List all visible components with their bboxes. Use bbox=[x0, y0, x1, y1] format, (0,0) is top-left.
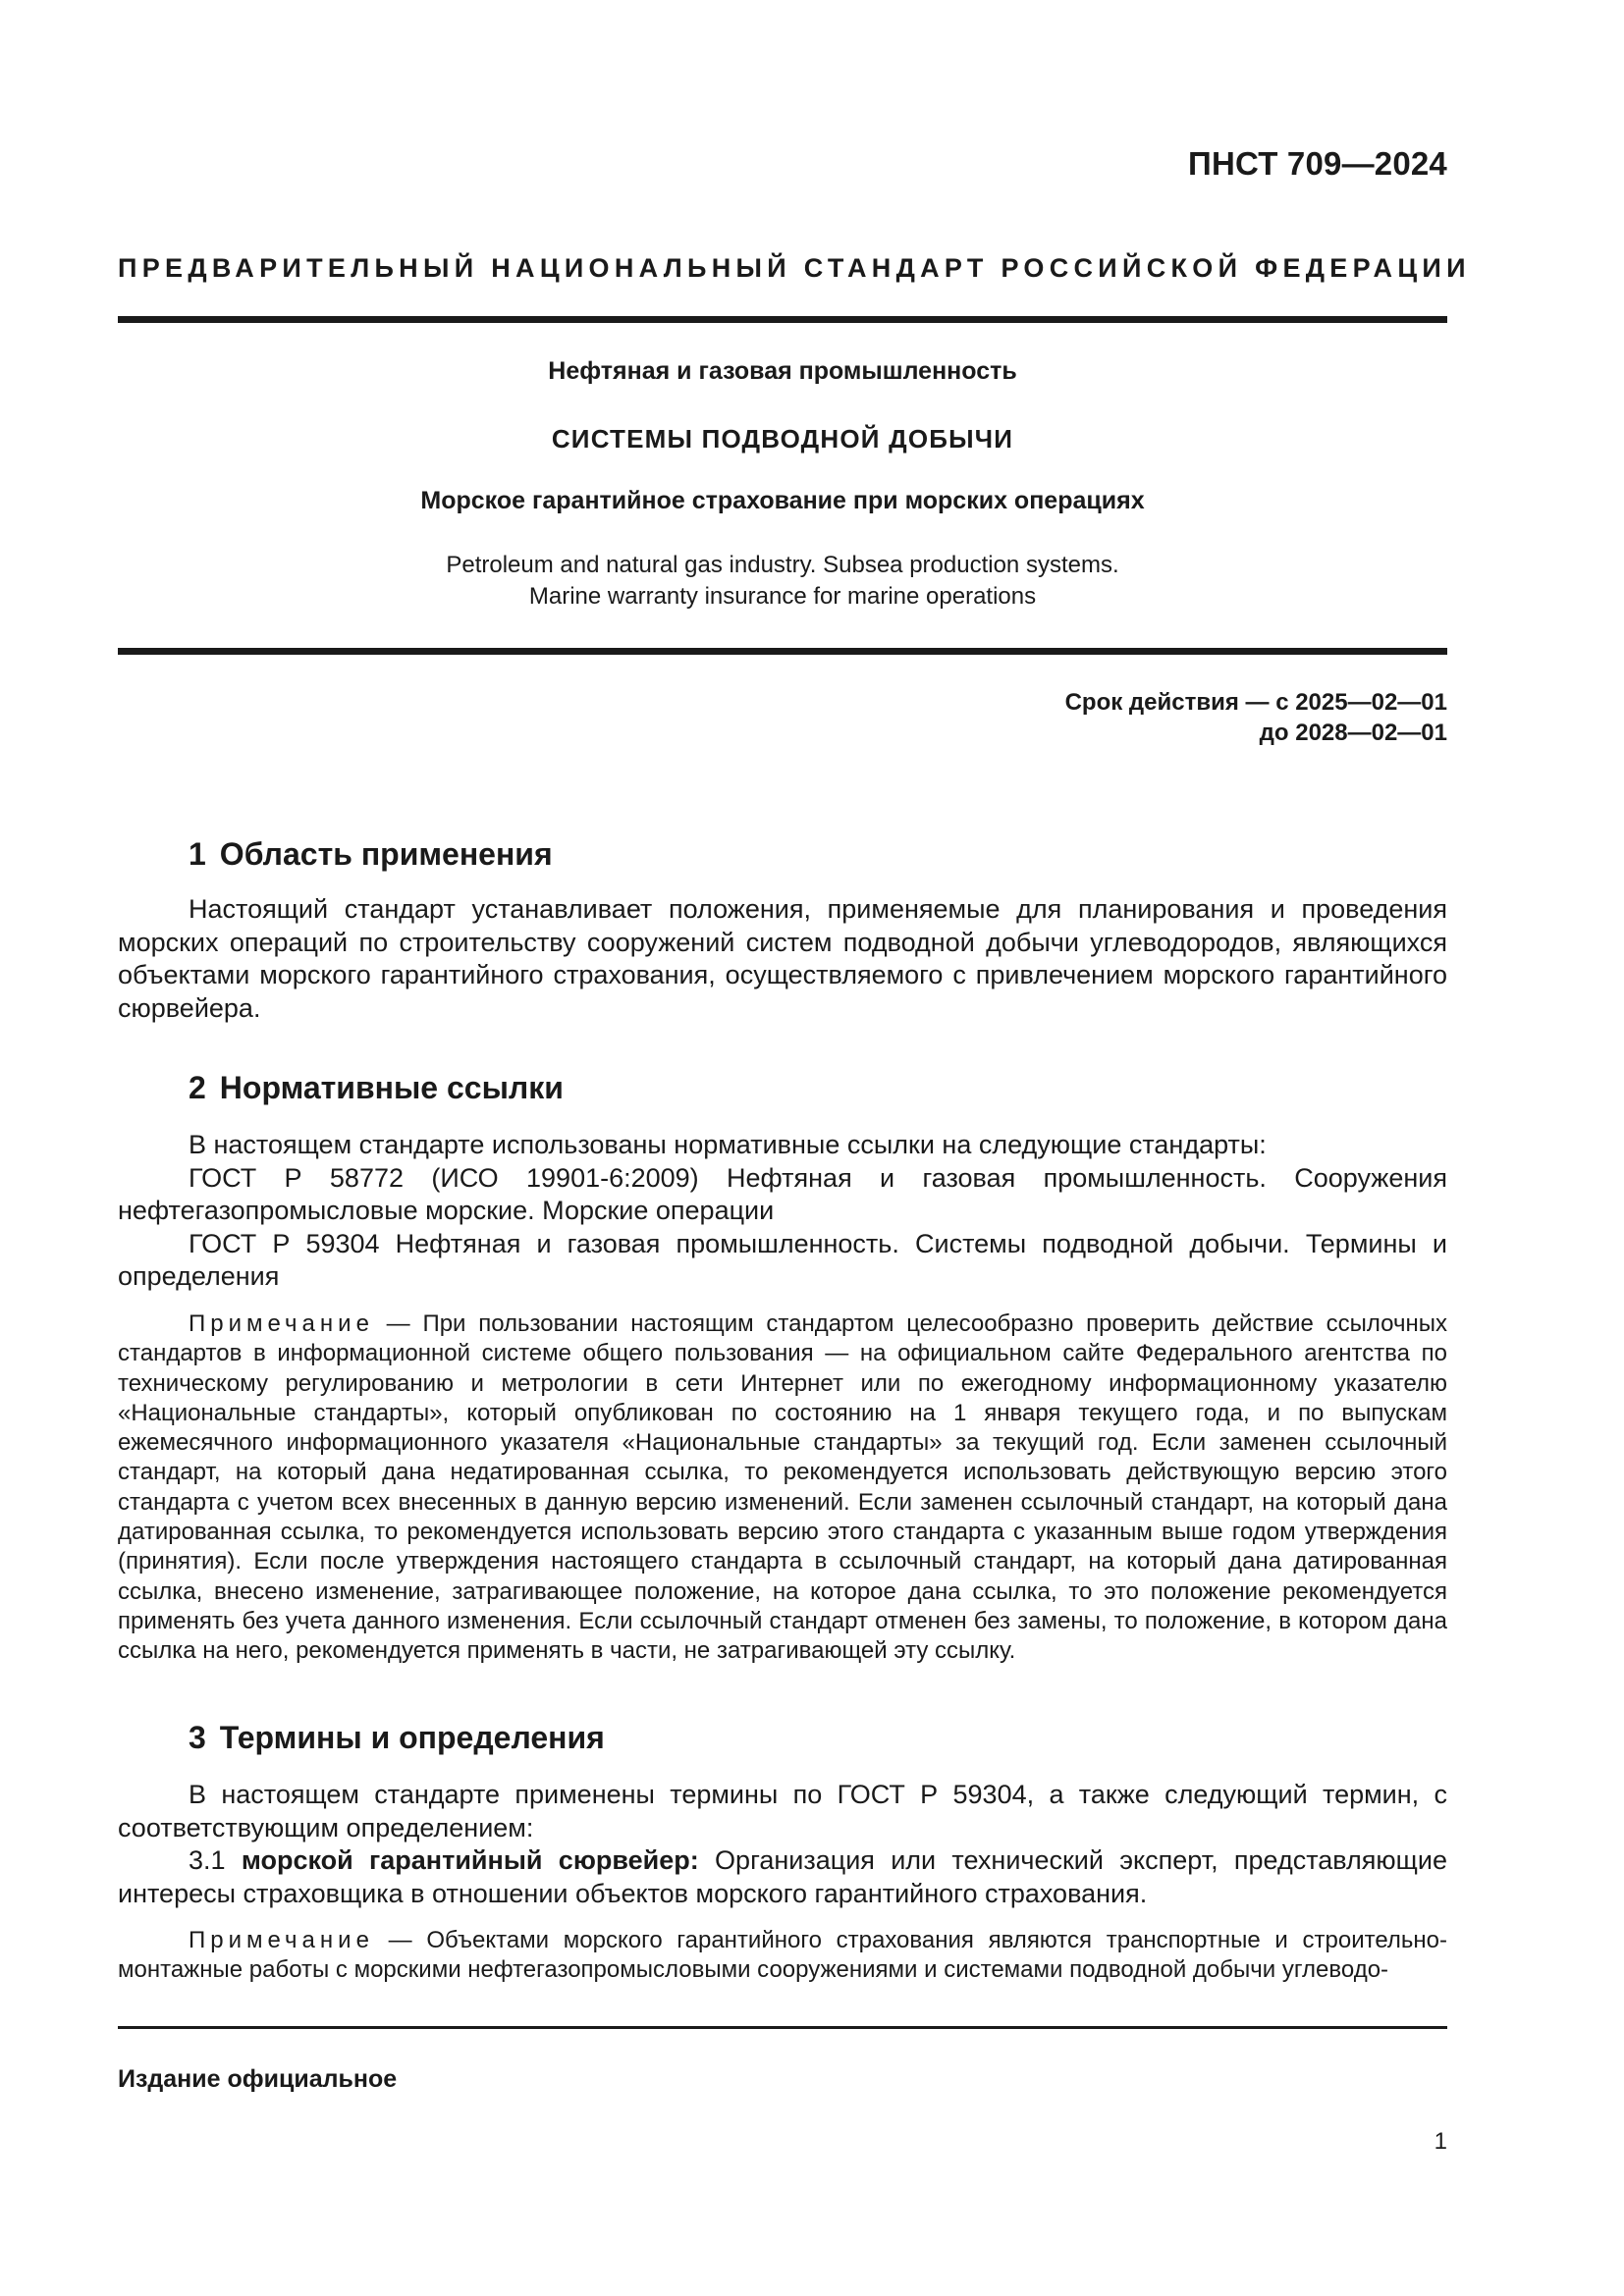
industry-title: Нефтяная и газовая промышленность bbox=[548, 357, 1017, 385]
document-number: ПНСТ 709—2024 bbox=[1188, 145, 1447, 182]
section-number: 1 bbox=[189, 836, 206, 872]
section-2-body bbox=[118, 1129, 1447, 1294]
paragraph: Настоящий стандарт устанавливает положения, применяемые для планирования и проведения морских операций по строительству сооружений систем подводной добычи углеводородов, являющихся объектами морского гарантийного страхования, осуществляемого с привлечением морского гарантийного сюрвейера. bbox=[118, 894, 1447, 1023]
section-3-heading bbox=[189, 1720, 605, 1756]
validity-start: Срок действия — с 2025—02—01 bbox=[1064, 689, 1447, 716]
header-divider bbox=[118, 316, 1447, 323]
note-label: Примечание bbox=[189, 1310, 374, 1337]
title-divider bbox=[118, 648, 1447, 655]
english-title-line-1: Petroleum and natural gas industry. Subsea production systems. bbox=[446, 552, 1119, 578]
validity-end: до 2028—02—01 bbox=[1259, 720, 1447, 746]
section-3-note bbox=[118, 1926, 1447, 1986]
note-text: — При пользовании настоящим стандартом целесообразно проверить действие ссылочных стандартов в информационной системе общего пользования — на официальном сайте Федерального агентства по техническому регулированию и метрологии в сети Интернет или по ежегодному информационному указателю «Национальные стандарты», который опубликован по состоянию на 1 января текущего года, и по выпускам ежемесячного информационного указателя «Национальные стандарты» за текущий год. Если заменен ссылочный стандарт, на который дана недатированная ссылка, то рекомендуется использовать действующую версию этого стандарта с учетом всех внесенных в данную версию изменений. Если заменен ссылочный стандарт, на который дана датированная ссылка, то рекомендуется использовать версию этого стандарта с указанным выше годом утверждения (принятия). Если после утверждения настоящего стандарта в ссылочный стандарт, на который дана датированная ссылка, внесено изменение, затрагивающее положение, на которое дана ссылка, то это положение рекомендуется применять без учета данного изменения. Если ссылочный стандарт отменен без замены, то положение, в котором дана ссылка на него, рекомендуется применять в части, не затрагивающей эту ссылку. bbox=[118, 1310, 1447, 1665]
english-title bbox=[118, 550, 1447, 613]
term-text: Организация или технический эксперт, представляющие интересы страховщика в отношении объектов морского гарантийного страхования. bbox=[118, 1845, 1447, 1908]
system-title: СИСТЕМЫ ПОДВОДНОЙ ДОБЫЧИ bbox=[551, 424, 1014, 454]
section-number: 3 bbox=[189, 1720, 206, 1755]
section-2-note bbox=[118, 1309, 1447, 1667]
reference-1: ГОСТ Р 58772 (ИСО 19901-6:2009) Нефтяная и газовая промышленность. Сооружения нефтегазопромысловые морские. Морские операции bbox=[118, 1162, 1447, 1225]
section-title: Термины и определения bbox=[219, 1720, 605, 1755]
footer-divider bbox=[118, 2026, 1447, 2029]
paragraph-intro: В настоящем стандарте применены термины по ГОСТ Р 59304, а также следующий термин, с соответствующим определением: bbox=[118, 1780, 1447, 1842]
note-text: — Объектами морского гарантийного страхования являются транспортные и строительно-монтажные работы с морскими нефтегазопромысловыми сооружениями и системами подводной добычи углеводо- bbox=[118, 1927, 1447, 1984]
validity-period bbox=[1065, 687, 1447, 748]
document-page bbox=[118, 0, 1471, 2296]
edition-label: Издание официальное bbox=[118, 2065, 398, 2093]
section-title: Область применения bbox=[219, 836, 553, 872]
section-1-body bbox=[118, 893, 1447, 1025]
standard-type-heading: ПРЕДВАРИТЕЛЬНЫЙ НАЦИОНАЛЬНЫЙ СТАНДАРТ РОССИЙСКОЙ ФЕДЕРАЦИИ bbox=[118, 253, 1471, 283]
subject-title: Морское гарантийное страхование при морских операциях bbox=[420, 487, 1145, 514]
section-2-heading bbox=[189, 1070, 564, 1106]
term-definition bbox=[118, 1844, 1447, 1910]
section-number: 2 bbox=[189, 1070, 206, 1105]
paragraph-intro: В настоящем стандарте использованы нормативные ссылки на следующие стандарты: bbox=[189, 1130, 1267, 1159]
term-name: морской гарантийный сюрвейер: bbox=[241, 1845, 699, 1875]
reference-2: ГОСТ Р 59304 Нефтяная и газовая промышленность. Системы подводной добычи. Термины и определения bbox=[118, 1228, 1447, 1291]
section-title: Нормативные ссылки bbox=[219, 1070, 564, 1105]
section-3-body bbox=[118, 1779, 1447, 1910]
page-number: 1 bbox=[1434, 2128, 1447, 2155]
english-title-line-2: Marine warranty insurance for marine operations bbox=[528, 583, 1037, 610]
term-number: 3.1 bbox=[189, 1845, 226, 1875]
note-label: Примечание bbox=[189, 1927, 374, 1953]
section-1-heading bbox=[189, 836, 553, 873]
